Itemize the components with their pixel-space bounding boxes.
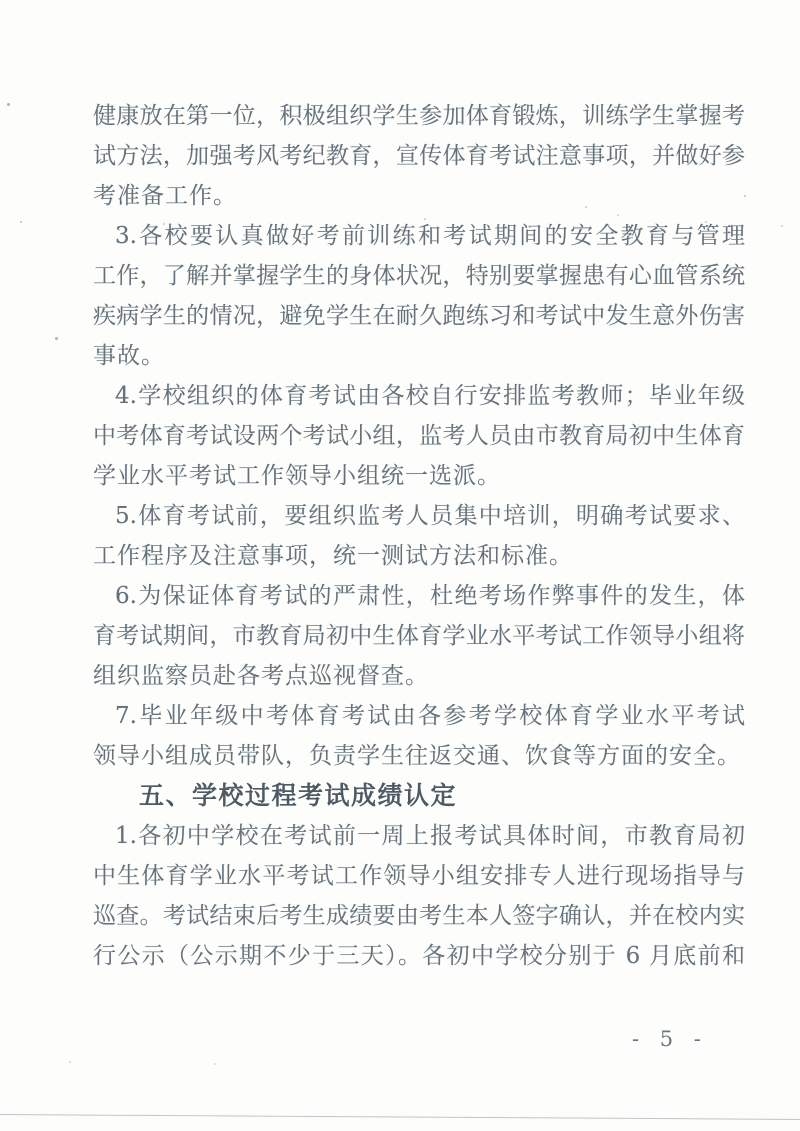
text-line: 事故。 [93,343,165,369]
scan-speck [705,221,707,223]
scan-speck [529,226,531,228]
text-line: 4.学校组织的体育考试由各校自行安排监考教师；毕业年级 [115,383,745,409]
scan-speck [243,234,245,236]
paragraph-item-3 [93,216,745,376]
text-line: 行公示（公示期不少于三天）。各初中学校分别于 6 月底前和 [93,943,745,969]
text-line: 巡查。考试结束后考生成绩要由考生本人签字确认，并在校内实 [93,903,745,929]
text-line: 育考试期间，市教育局初中生体育学业水平考试工作领导小组将 [93,623,745,649]
text-line: 健康放在第一位，积极组织学生参加体育锻炼，训练学生掌握考 [93,103,745,129]
scan-artifact-line [0,1114,800,1120]
scan-speck [617,214,619,216]
scan-speck [118,229,120,231]
text-line: 中考体育考试设两个考试小组，监考人员由市教育局初中生体育 [93,423,745,449]
paragraph-item-1 [93,816,745,976]
scan-speck [55,337,58,340]
text-line: 试方法，加强考风考纪教育，宣传体育考试注意事项，并做好参 [93,143,745,169]
document-body [93,96,745,976]
paragraph-item-6 [93,576,745,696]
paragraph-item-7 [93,696,745,776]
scan-speck [424,218,426,220]
text-line: 疾病学生的情况，避免学生在耐久跑练习和考试中发生意外伤害 [93,303,745,329]
scan-speck [781,225,783,227]
page-number: - 5 - [632,1027,708,1051]
text-line: 工作，了解并掌握学生的身体状况，特别要掌握患有心血管系统 [93,263,745,289]
section-heading: 五、学校过程考试成绩认定 [139,781,458,810]
text-line: 组织监察员赴各考点巡视督查。 [93,663,429,689]
scan-speck [303,237,305,239]
text-line: 6.为保证体育考试的严肃性，杜绝考场作弊事件的发生，体 [115,583,745,609]
text-line: 学业水平考试工作领导小组统一选派。 [93,463,501,489]
scan-speck [214,1063,216,1065]
scan-speck [20,221,22,223]
scan-speck [7,103,10,106]
scan-speck [163,223,165,225]
text-line: 7.毕业年级中考体育考试由各参考学校体育学业水平考试 [115,703,745,729]
text-line: 考准备工作。 [93,183,237,209]
scan-speck [585,206,587,208]
paragraph-item-5 [93,496,745,576]
text-line: 3.各校要认真做好考前训练和考试期间的安全教育与管理 [115,223,745,249]
text-line: 工作程序及注意事项，统一测试方法和标准。 [93,543,573,569]
scan-speck [299,439,301,441]
text-line: 1.各初中学校在考试前一周上报考试具体时间，市教育局初 [115,823,745,849]
text-line: 中生体育学业水平考试工作领导小组安排专人进行现场指导与 [93,863,745,889]
scan-speck [744,195,746,197]
text-line: 领导小组成员带队，负责学生往返交通、饮食等方面的安全。 [93,743,741,769]
paragraph-item-4 [93,376,745,496]
text-line: 5.体育考试前，要组织监考人员集中培训，明确考试要求、 [115,503,745,529]
scan-speck [69,1061,71,1063]
paragraph-continued [93,96,745,216]
